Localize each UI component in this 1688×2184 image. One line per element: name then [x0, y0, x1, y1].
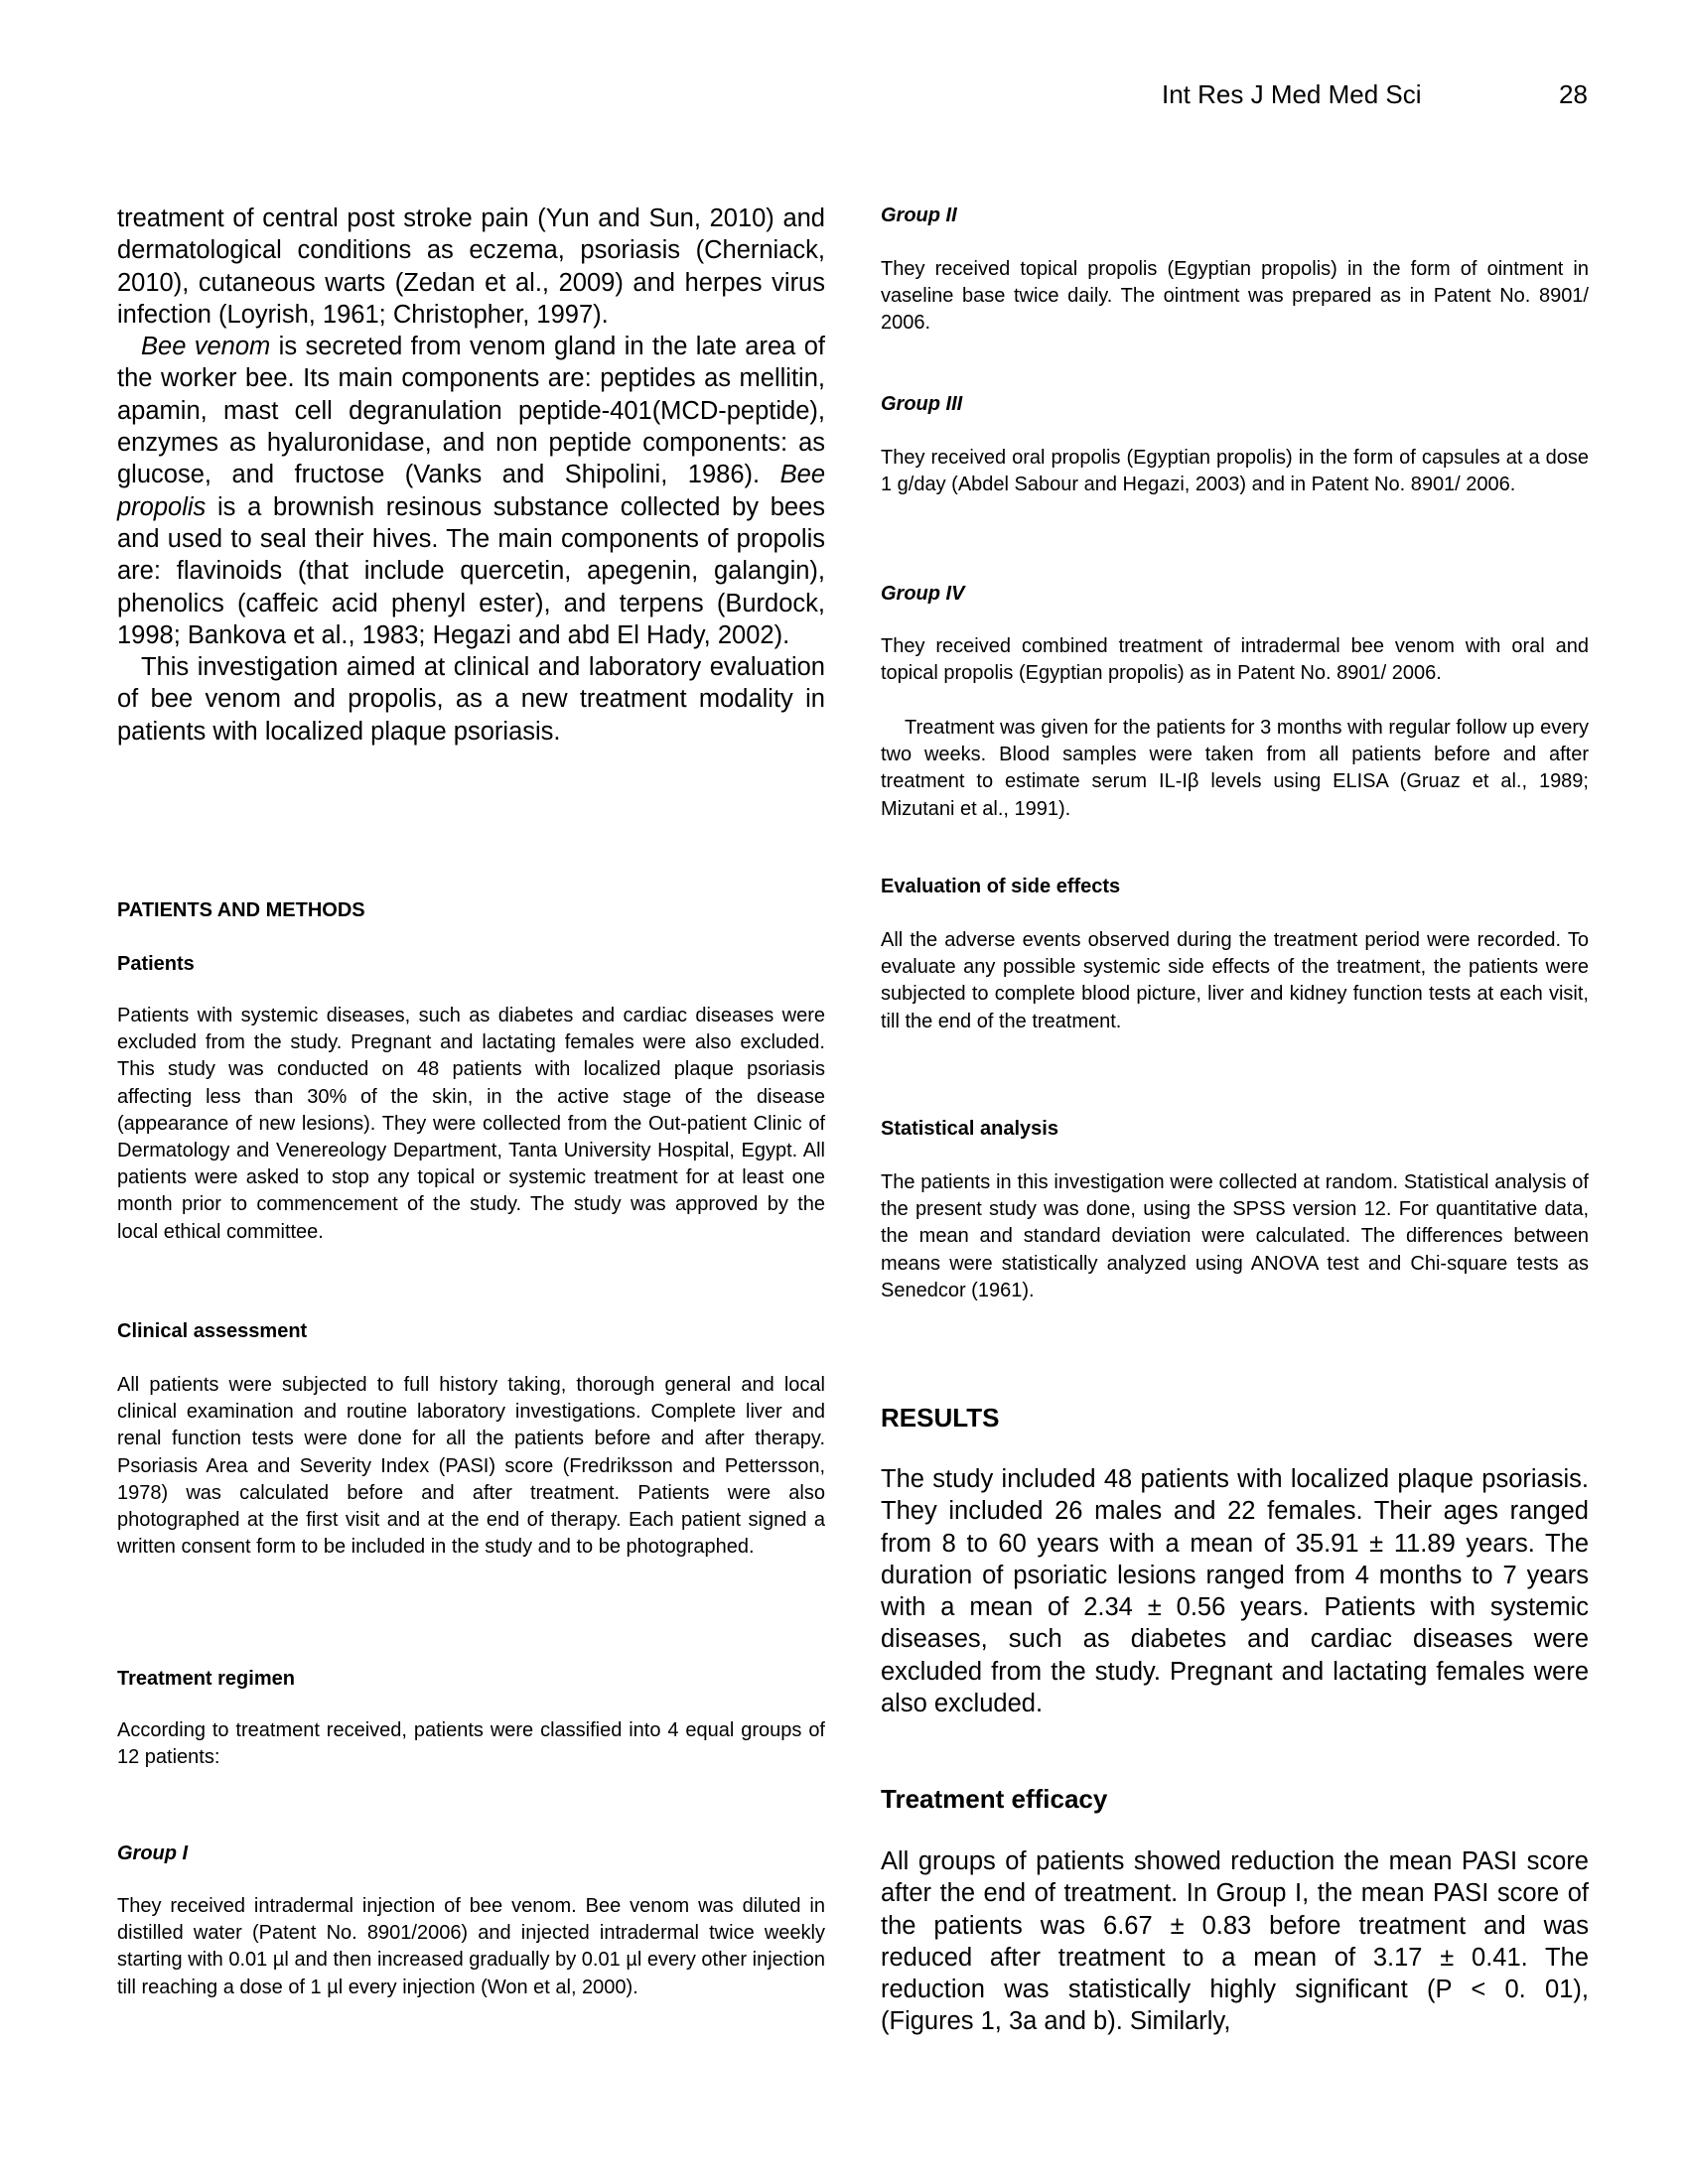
subheading-treatment-regimen: Treatment regimen — [117, 1668, 295, 1690]
subheading-group-1: Group I — [117, 1843, 189, 1864]
subheading-group-2: Group II — [881, 205, 957, 226]
subheading-statistical-analysis: Statistical analysis — [881, 1118, 1058, 1140]
group-2-paragraph: They received topical propolis (Egyptian propolis) in the form of ointment in vaseline base twice daily. The ointment was prepared as in Patent No. 8901/ 2006. — [881, 258, 1589, 335]
side-effects-paragraph: All the adverse events observed during the treatment period were recorded. To evaluate any possible systemic side effects of the treatment, the patients were subjected to complete blood picture, liver and kidney function tests at each visit, till the end of the treatment. — [881, 929, 1589, 1032]
intro-paragraph-2 — [117, 331, 825, 651]
intro-paragraph-1: treatment of central post stroke pain (Yun and Sun, 2010) and dermatological conditions as eczema, psoriasis (Cherniack, 2010), cutaneous warts (Zedan et al., 2009) and herpes virus infection (Loyrish, 1961; Christopher, 1997). — [117, 205, 825, 329]
section-heading-patients-and-methods: PATIENTS AND METHODS — [117, 899, 365, 921]
running-header-journal: Int Res J Med Med Sci — [1162, 79, 1422, 109]
subheading-group-3: Group III — [881, 393, 963, 415]
treatment-duration-paragraph: Treatment was given for the patients for 3 months with regular follow up every two weeks. Blood samples were taken from all patients before and after treatment to estimate serum IL-Iβ levels using ELISA (Gruaz et al., 1989; Mizutani et al., 1991). — [881, 717, 1589, 820]
treatment-efficacy-paragraph: All groups of patients showed reduction the mean PASI score after the end of treatment. In Group I, the mean PASI score of the patients was 6.67 ± 0.83 before treatment and was reduced after treatment to a mean of 3.17 ± 0.41. The reduction was statistically highly significant (P < 0. 01), (Figures 1, 3a and b). Similarly, — [881, 1847, 1589, 2036]
bee-propolis-term: Bee propolis — [117, 461, 825, 521]
results-paragraph: The study included 48 patients with localized plaque psoriasis. They included 26 males and 22 females. Their ages ranged from 8 to 60 years with a mean of 35.91 ± 11.89 years. The duration of psoriatic lesions ranged from 4 months to 7 years with a mean of 2.34 ± 0.56 years. Patients with systemic diseases, such as diabetes and cardiac diseases were excluded from the study. Pregnant and lactating females were also excluded. — [881, 1465, 1589, 1718]
group-3-paragraph: They received oral propolis (Egyptian propolis) in the form of capsules at a dose 1 g/day (Abdel Sabour and Hegazi, 2003) and in Patent No. 8901/ 2006. — [881, 447, 1589, 496]
intro-paragraph-3: This investigation aimed at clinical and laboratory evaluation of bee venom and propolis, as a new treatment modality in patients with localized plaque psoriasis. — [117, 653, 825, 746]
statistical-analysis-paragraph: The patients in this investigation were collected at random. Statistical analysis of the present study was done, using the SPSS version 12. For quantitative data, the mean and standard deviation were calculated. The differences between means were statistically analyzed using ANOVA test and Chi-square tests as Senedcor (1961). — [881, 1171, 1589, 1301]
subheading-treatment-efficacy: Treatment efficacy — [881, 1784, 1108, 1814]
subheading-patients: Patients — [117, 953, 195, 975]
intro-paragraph-2-text-b: is a brownish resinous substance collected by bees and used to seal their hives. The main components of propolis are: flavinoids (that include quercetin, apegenin, galangin), phenolics (caffeic acid phenyl ester), and terpens (Burdock, 1998; Bankova et al., 1983; Hegazi and abd El Hady, 2002). — [117, 492, 825, 649]
section-heading-results: RESULTS — [881, 1403, 1000, 1433]
treatment-regimen-paragraph: According to treatment received, patients were classified into 4 equal groups of 12 patients: — [117, 1719, 825, 1769]
intro-paragraph-2-text-a: is secreted from venom gland in the late area of the worker bee. Its main components are: peptides as mellitin, apamin, mast cell degranulation peptide-401(MCD-peptide), enzymes as hyaluronidase, and non peptide components: as glucose, and fructose (Vanks and Shipolini, 1986). — [117, 333, 825, 489]
subheading-group-4: Group IV — [881, 583, 965, 605]
subheading-clinical-assessment: Clinical assessment — [117, 1320, 308, 1342]
subheading-evaluation-of-side-effects: Evaluation of side effects — [881, 876, 1121, 897]
group-4-paragraph: They received combined treatment of intradermal bee venom with oral and topical propolis (Egyptian propolis) as in Patent No. 8901/ 2006. — [881, 635, 1589, 685]
bee-venom-term: Bee venom — [141, 333, 271, 361]
clinical-assessment-paragraph: All patients were subjected to full history taking, thorough general and local clinical examination and routine laboratory investigations. Complete liver and renal function tests were done for all the patients before and after therapy. Psoriasis Area and Severity Index (PASI) score (Fredriksson and Pettersson, 1978) was calculated before and after treatment. Patients were also photographed at the first visit and at the end of therapy. Each patient signed a written consent form to be included in the study and to be photographed. — [117, 1374, 825, 1559]
group-1-paragraph: They received intradermal injection of bee venom. Bee venom was diluted in distilled water (Patent No. 8901/2006) and injected intradermal twice weekly starting with 0.01 µl and then increased gradually by 0.01 µl every other injection till reaching a dose of 1 µl every injection (Won et al, 2000). — [117, 1895, 825, 1998]
patients-paragraph: Patients with systemic diseases, such as diabetes and cardiac diseases were excluded from the study. Pregnant and lactating females were also excluded. This study was conducted on 48 patients with localized plaque psoriasis affecting less than 30% of the skin, in the active stage of the disease (appearance of new lesions). They were collected from the Out-patient Clinic of Dermatology and Venereology Department, Tanta University Hospital, Egypt. All patients were asked to stop any topical or systemic treatment for at least one month prior to commencement of the study. The study was approved by the local ethical committee. — [117, 1005, 825, 1243]
page-number: 28 — [1559, 79, 1588, 109]
